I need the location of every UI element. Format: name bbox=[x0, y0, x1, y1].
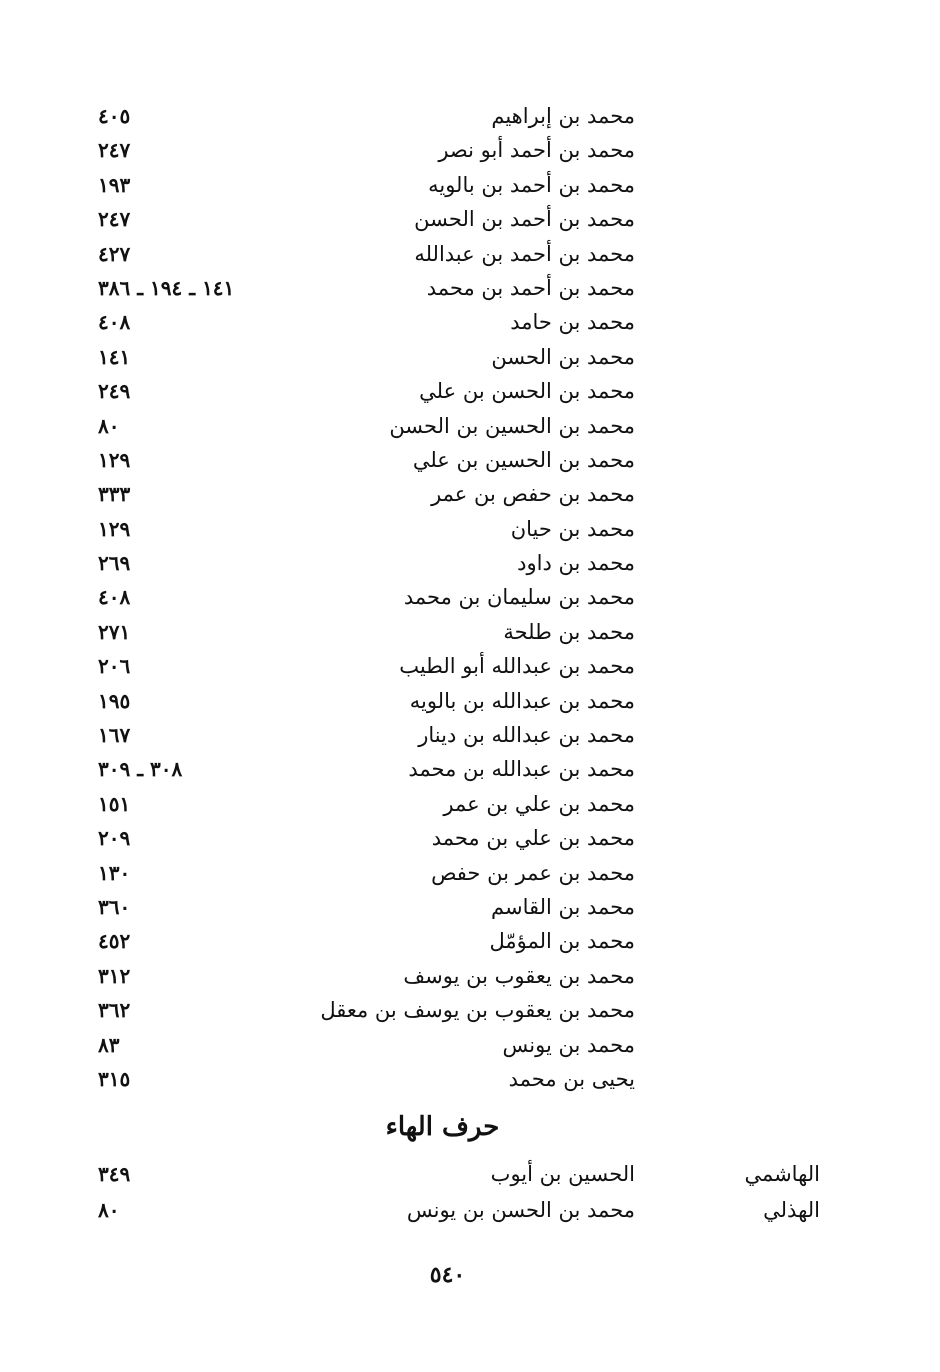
entry-pages: ٨٣ bbox=[98, 1032, 120, 1057]
entry-pages: ٤٢٧ bbox=[98, 241, 131, 266]
index-row bbox=[0, 685, 940, 719]
entry-name: محمد بن أحمد بن عبدالله bbox=[414, 241, 635, 266]
entry-pages: ١٤١ ـ ١٩٤ ـ ٣٨٦ bbox=[98, 275, 235, 300]
entry-name: محمد بن عبدالله بن محمد bbox=[408, 757, 635, 782]
entry-pages: ٣٦٢ bbox=[98, 998, 131, 1023]
index-row bbox=[0, 341, 940, 375]
entry-pages: ٣٤٩ bbox=[98, 1162, 131, 1186]
entry-pages: ١٩٣ bbox=[98, 172, 131, 197]
entry-name: محمد بن علي بن عمر bbox=[443, 791, 635, 816]
index-row bbox=[0, 513, 940, 547]
index-row bbox=[0, 306, 940, 340]
index-row bbox=[0, 719, 940, 753]
entry-pages: ٢٦٩ bbox=[98, 551, 131, 576]
index-row bbox=[0, 788, 940, 822]
entry-pages: ٤٥٢ bbox=[98, 929, 131, 954]
entry-name: محمد بن عبدالله بن بالويه bbox=[409, 688, 635, 713]
entry-name: محمد بن سليمان بن محمد bbox=[403, 585, 635, 610]
entry-pages: ٣٣٣ bbox=[98, 482, 131, 507]
entry-pages: ٣٦٠ bbox=[98, 894, 131, 919]
entry-name: محمد بن حامد bbox=[510, 310, 635, 335]
entry-name: محمد بن الحسين بن الحسن bbox=[389, 413, 635, 438]
entry-name: محمد بن إبراهيم bbox=[491, 104, 635, 128]
entry-pages: ٢٠٩ bbox=[98, 826, 131, 851]
entry-pages: ١٣٠ bbox=[98, 860, 131, 885]
entry-pages: ٣١٢ bbox=[98, 963, 131, 988]
entry-pages: ٣١٥ bbox=[98, 1066, 131, 1091]
entry-name: محمد بن القاسم bbox=[491, 894, 635, 919]
entry-pages: ٢٤٧ bbox=[98, 207, 131, 232]
entry-name: محمد بن الحسن بن علي bbox=[419, 379, 635, 404]
entry-name: محمد بن أحمد أبو نصر bbox=[438, 138, 635, 163]
index-row bbox=[0, 410, 940, 444]
entry-name: محمد بن أحمد بن محمد bbox=[426, 275, 635, 300]
index-entries bbox=[0, 100, 940, 1097]
entry-name: محمد بن عبدالله أبو الطيب bbox=[399, 654, 635, 679]
entry-pages: ٢٤٩ bbox=[98, 379, 131, 404]
index-row bbox=[0, 134, 940, 168]
index-row bbox=[0, 891, 940, 925]
index-row bbox=[0, 960, 940, 994]
index-row bbox=[0, 1063, 940, 1097]
index-row bbox=[0, 822, 940, 856]
index-row bbox=[0, 994, 940, 1028]
index-row bbox=[0, 444, 940, 478]
entry-pages: ٤٠٥ bbox=[98, 104, 131, 128]
entry-name: محمد بن حفص بن عمر bbox=[431, 482, 635, 507]
entry-pages: ١٩٥ bbox=[98, 688, 131, 713]
entry-name: محمد بن داود bbox=[517, 551, 635, 576]
entry-pages: ٤٠٨ bbox=[98, 585, 131, 610]
nisba-row bbox=[0, 1194, 940, 1230]
entry-pages: ٨٠ bbox=[98, 413, 120, 438]
entry-pages: ١٦٧ bbox=[98, 723, 131, 748]
section-title: حرف الهاء bbox=[385, 1112, 500, 1142]
entry-pages: ٤٠٨ bbox=[98, 310, 131, 335]
index-row bbox=[0, 203, 940, 237]
index-row bbox=[0, 238, 940, 272]
entry-name: محمد بن عبدالله بن دينار bbox=[418, 723, 635, 748]
index-row bbox=[0, 616, 940, 650]
index-row bbox=[0, 100, 940, 134]
index-row bbox=[0, 650, 940, 684]
index-row bbox=[0, 478, 940, 512]
entry-name: محمد بن المؤمّل bbox=[489, 929, 635, 954]
index-row bbox=[0, 1029, 940, 1063]
index-row bbox=[0, 272, 940, 306]
entry-name: محمد بن الحسن bbox=[491, 344, 635, 369]
entry-pages: ١٢٩ bbox=[98, 516, 131, 541]
nisba-row bbox=[0, 1158, 940, 1194]
entry-pages: ٣٠٨ ـ ٣٠٩ bbox=[98, 757, 183, 782]
nisba-label: الهاشمي bbox=[744, 1162, 820, 1186]
index-row bbox=[0, 581, 940, 615]
entry-pages: ٢٤٧ bbox=[98, 138, 131, 163]
page-number: ٥٤٠ bbox=[429, 1262, 466, 1288]
entry-name: محمد بن يونس bbox=[502, 1032, 635, 1057]
entry-name: محمد بن حيان bbox=[510, 516, 635, 541]
entry-name: محمد بن الحسن بن يونس bbox=[406, 1198, 635, 1222]
index-row bbox=[0, 857, 940, 891]
entry-name: محمد بن أحمد بن بالويه bbox=[428, 172, 635, 197]
entry-pages: ١٢٩ bbox=[98, 447, 131, 472]
index-row bbox=[0, 375, 940, 409]
entry-name: محمد بن طلحة bbox=[503, 619, 635, 644]
index-row bbox=[0, 753, 940, 787]
index-row bbox=[0, 169, 940, 203]
index-row bbox=[0, 925, 940, 959]
entry-pages: ٢٠٦ bbox=[98, 654, 131, 679]
entry-pages: ١٤١ bbox=[98, 344, 131, 369]
nisba-label: الهذلي bbox=[763, 1198, 820, 1222]
entry-name: يحيى بن محمد bbox=[508, 1066, 635, 1091]
entry-name: محمد بن علي بن محمد bbox=[431, 826, 635, 851]
entry-name: محمد بن يعقوب بن يوسف bbox=[403, 963, 635, 988]
nisba-entries bbox=[0, 1158, 940, 1230]
entry-name: محمد بن يعقوب بن يوسف بن معقل bbox=[320, 998, 635, 1023]
entry-pages: ٨٠ bbox=[98, 1198, 120, 1222]
entry-name: محمد بن أحمد بن الحسن bbox=[414, 207, 635, 232]
entry-name: محمد بن الحسين بن علي bbox=[412, 447, 635, 472]
index-row bbox=[0, 547, 940, 581]
entry-name: الحسين بن أيوب bbox=[490, 1162, 635, 1186]
entry-name: محمد بن عمر بن حفص bbox=[431, 860, 635, 885]
entry-pages: ٢٧١ bbox=[98, 619, 131, 644]
entry-pages: ١٥١ bbox=[98, 791, 131, 816]
